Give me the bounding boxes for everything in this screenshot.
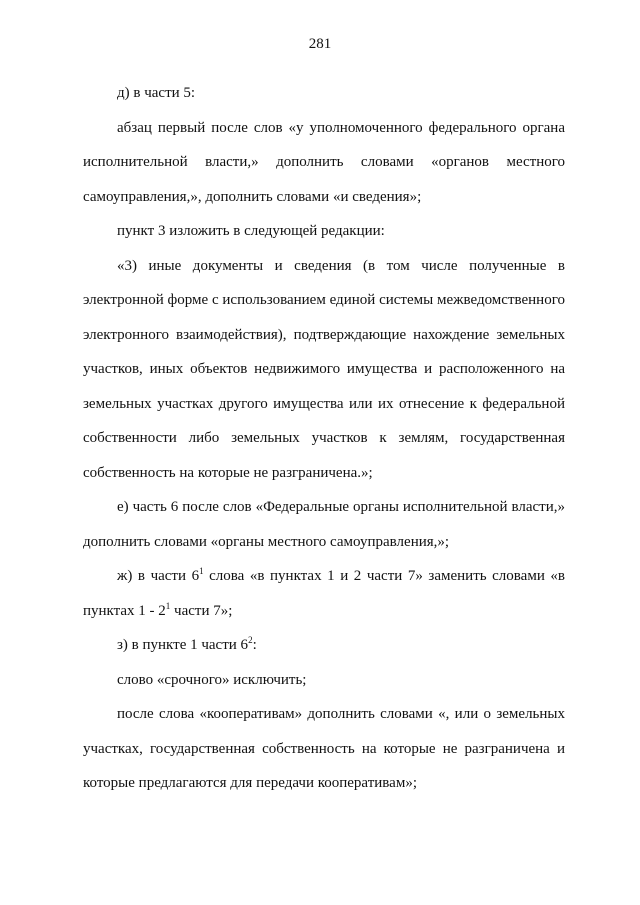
text-line: после слова «кооперативам» дополнить словами «, или о земельных — [117, 706, 565, 722]
text-line: абзац первый после слов «у уполномоченного федерального органа — [117, 119, 565, 136]
paragraph-punkt-3 — [83, 214, 565, 249]
paragraph-e — [83, 490, 565, 559]
text-fragment: части 7»; — [170, 602, 233, 619]
text-fragment: пунктах 1 - 2 — [83, 602, 166, 619]
text-line: пункт 3 изложить в следующей редакции: — [117, 223, 385, 239]
page-number: 281 — [308, 36, 332, 52]
superscript: 1 — [199, 566, 204, 576]
text-line: участков, иных объектов недвижимого имущества и расположенного на — [83, 361, 565, 377]
text-line — [83, 559, 565, 594]
superscript: 2 — [248, 635, 253, 645]
text-fragment: слова «в пунктах 1 и 2 части 7» заменить словами «в — [203, 568, 566, 584]
paragraph-slovo-srochnogo — [83, 663, 565, 698]
paragraph-3-inye-dokumenty — [83, 249, 565, 491]
text-line: электронной форме с использованием единой системы межведомственного — [83, 292, 565, 308]
paragraph-abzac-pervyi — [83, 111, 565, 215]
text-line: самоуправления,», дополнить словами «и сведения»; — [83, 188, 422, 205]
text-line: е) часть 6 после слов «Федеральные органы исполнительной власти,» — [117, 499, 565, 515]
text-line — [83, 594, 565, 629]
document-body — [83, 76, 565, 801]
text-line: собственности либо земельных участков к землям, государственная — [83, 430, 565, 446]
text-line: электронного взаимодействия), подтверждающие нахождение земельных — [83, 326, 565, 343]
text-line: «3) иные документы и сведения (в том числе полученные в — [117, 257, 565, 274]
text-fragment: з) в пункте 1 части 6 — [117, 637, 249, 653]
text-line: исполнительной власти,» дополнить словами «органов местного — [83, 154, 565, 170]
text-line: которые предлагаются для передачи кооперативам»; — [83, 775, 417, 791]
text-fragment: : — [252, 637, 257, 653]
text-line: слово «срочного» исключить; — [117, 671, 307, 688]
paragraph-zh — [83, 559, 565, 628]
paragraph-d — [83, 76, 565, 111]
text-line: дополнить словами «органы местного самоуправления,»; — [83, 533, 450, 550]
text-line: земельных участках другого имущества или их отнесение к федеральной — [83, 395, 565, 412]
text-line: участках, государственная собственность на которые не разграничена и — [83, 740, 565, 757]
text-line: собственность на которые не разграничена.»; — [83, 464, 373, 481]
paragraph-z — [83, 628, 565, 663]
paragraph-posle-slova — [83, 697, 565, 801]
text-line: д) в части 5: — [117, 85, 196, 101]
text-fragment: ж) в части 6 — [117, 568, 200, 584]
superscript: 1 — [165, 600, 171, 611]
text-line — [83, 628, 565, 663]
